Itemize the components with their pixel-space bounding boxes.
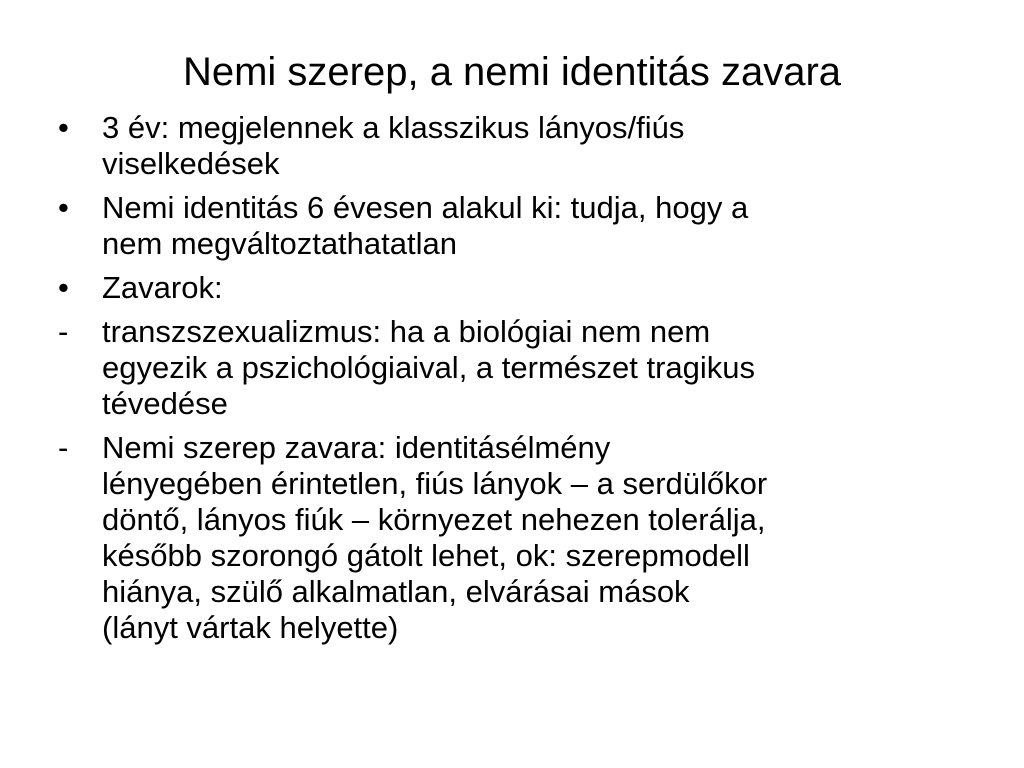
text-line: Nemi identitás 6 évesen alakul ki: tudja, hogy a <box>102 190 749 225</box>
list-item <box>58 314 978 422</box>
slide-title: Nemi szerep, a nemi identitás zavara <box>182 50 842 94</box>
bullet-marker: • <box>58 270 69 305</box>
text-line: viselkedések <box>102 146 280 181</box>
bullet-marker: • <box>58 190 69 225</box>
text-line: egyezik a pszichológiaival, a természet tragikus <box>102 350 756 385</box>
text-line: (lányt vártak helyette) <box>102 610 399 645</box>
text-line: döntő, lányos fiúk – környezet nehezen tolerálja, <box>102 502 766 537</box>
text-line: Zavarok: <box>102 270 223 305</box>
list-item <box>58 110 978 182</box>
list-item-text <box>102 270 978 306</box>
list-item-text <box>102 430 978 646</box>
text-line: később szorongó gátolt lehet, ok: szerepmodell <box>102 538 750 573</box>
text-line: Nemi szerep zavara: identitásélmény <box>102 430 611 465</box>
list-item-text <box>102 110 978 182</box>
text-line: transzszexualizmus: ha a biológiai nem nem <box>102 314 711 349</box>
text-line: tévedése <box>102 386 228 421</box>
text-line: hiánya, szülő alkalmatlan, elvárásai mások <box>102 574 690 609</box>
text-line: lényegében érintetlen, fiús lányok – a serdülőkor <box>102 466 768 501</box>
list-item <box>58 430 978 646</box>
bullet-list <box>58 110 978 654</box>
text-line: nem megváltoztathatatlan <box>102 226 457 261</box>
dash-marker: - <box>58 314 69 349</box>
text-line: 3 év: megjelennek a klasszikus lányos/fiús <box>102 110 685 145</box>
list-item-text <box>102 314 978 422</box>
bullet-marker: • <box>58 110 69 145</box>
list-item <box>58 190 978 262</box>
list-item <box>58 270 978 306</box>
list-item-text <box>102 190 978 262</box>
dash-marker: - <box>58 430 69 465</box>
